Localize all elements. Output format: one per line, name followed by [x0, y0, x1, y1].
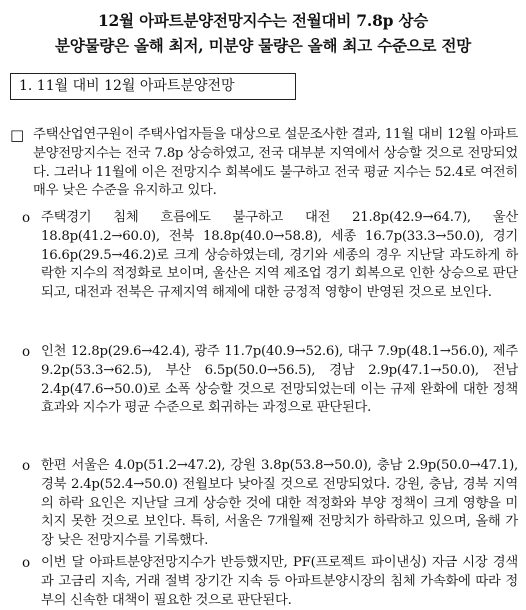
circle-bullet-icon: o	[22, 458, 31, 474]
main-paragraph: 주택산업연구원이 주택사업자들을 대상으로 설문조사한 결과, 11월 대비 12월 아파트분양전망지수는 전국 7.8p 상승하였고, 전국 대부분 지역에서 상승할 것으로 전망되었다. 그러나 11월에 이은 전망지수 회복에도 불구하고 전국 평균 지수는 52.4로 여전히 매우 낮은 수준을 유지하고 있다.	[33, 127, 518, 199]
title-line-1: 12월 아파트분양전망지수는 전월대비 7.8p 상승	[97, 11, 429, 30]
section-heading: 1. 11월 대비 12월 아파트분양전망	[10, 73, 296, 100]
document-title	[0, 0, 526, 58]
title-line-2: 분양물량은 올해 최저, 미분양 물량은 올해 최고 수준으로 전망	[54, 36, 472, 55]
bullet-paragraph-3: 한편 서울은 4.0p(51.2→47.2), 강원 3.8p(53.8→50.0), 충남 2.9p(50.0→47.1), 경북 2.4p(52.4→50.0) 전월보다 낮아질 것으로 전망되었다. 강원, 충남, 경북 지역의 하락 요인은 지난달 크게 상승한 것에 대한 적정화와 부양 정책이 크게 영향을 미치지 못한 것으로 보인다. 특히, 서울은 7개월째 전망치가 하락하고 있으며, 올해 가장 낮은 전망지수를 기록했다.	[41, 458, 518, 549]
bullet-paragraph-4: 이번 달 아파트분양전망지수가 반등했지만, PF(프로젝트 파이낸싱) 자금 시장 경색과 고금리 지속, 거래 절벽 장기간 지속 등 아파트분양시장의 침체 가속화에 따라 정부의 신속한 대책이 필요한 것으로 판단된다.	[41, 555, 518, 608]
circle-bullet-icon: o	[22, 344, 31, 360]
circle-bullet-icon: o	[22, 210, 31, 226]
bullet-paragraph-2: 인천 12.8p(29.6→42.4), 광주 11.7p(40.9→52.6), 대구 7.9p(48.1→56.0), 제주 9.2p(53.3→62.5), 부산 6.5p(50.0→56.5), 경남 2.9p(47.1→50.0), 전남 2.4p(47.6→50.0)로 소폭 상승할 것으로 전망되었는데 이는 규제 완화에 대한 정책 효과와 지수가 평균 수준으로 회귀하는 과정으로 판단된다.	[41, 344, 518, 416]
bullet-paragraph-1: 주택경기 침체 흐름에도 불구하고 대전 21.8p(42.9→64.7), 울산 18.8p(41.2→60.0), 전북 18.8p(40.0→58.8), 세종 16.7p(33.3→50.0), 경기 16.6p(29.5→46.2)로 크게 상승하였는데, 경기와 세종의 경우 지난달 과도하게 하락한 지수의 적정화로 보이며, 울산은 지역 제조업 경기 회복으로 인한 상승으로 판단되고, 대전과 전북은 규제지역 해제에 대한 긍정적 영향이 반영된 것으로 보인다.	[41, 210, 518, 301]
circle-bullet-icon: o	[22, 555, 31, 571]
square-bullet-icon: □	[10, 126, 25, 144]
